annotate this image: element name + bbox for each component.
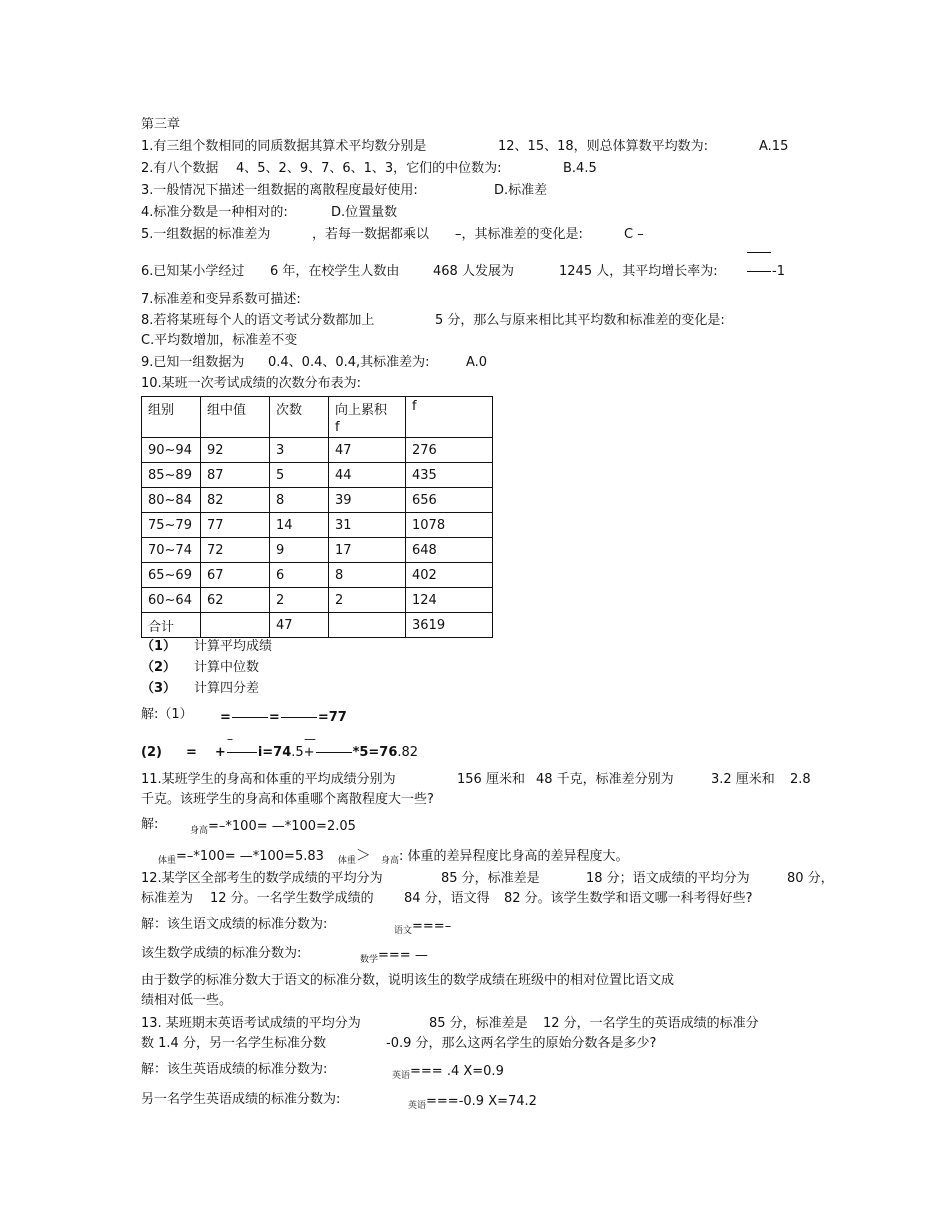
frequency-table [141, 396, 493, 638]
sol2-i: i=74 [257, 745, 292, 760]
chinese-calc: ===– [412, 919, 452, 934]
sol2-e: *5=76 [352, 745, 398, 760]
header-cumulative-sub: f [335, 420, 340, 435]
part-text: 计算平均成绩 [194, 639, 273, 654]
q11-height-expr [190, 818, 356, 837]
table-cell: 435 [406, 463, 493, 488]
part-text: 计算四分差 [194, 681, 260, 696]
table-cell: 合计 [142, 613, 201, 638]
table-cell: 3619 [406, 613, 493, 638]
table-cell: 2 [270, 588, 329, 613]
q13-sol1: 解：该生英语成绩的标准分数为: [141, 1062, 328, 1077]
q1-answer: A.15 [759, 139, 789, 154]
q10-part2 [141, 659, 259, 677]
q12-concl2: 绩相对低一些。 [141, 993, 233, 1008]
table-cell: 87 [201, 463, 270, 488]
weight-sub-2: 体重 [337, 856, 356, 866]
q12-line2b: 12 分。一名学生数学成绩的 [210, 891, 374, 906]
table-cell: 1078 [406, 513, 493, 538]
q12-line2c: 84 分，语文得 [404, 891, 490, 906]
q11-v3: 3.2 厘米和 [711, 772, 775, 787]
q4-answer: D.位置量数 [331, 205, 398, 220]
math-calc: === — [378, 948, 428, 963]
q7-text: 7.标准差和变异系数可描述: [141, 292, 301, 307]
height-sub-2: 身高 [380, 856, 399, 866]
sol2-f: .82 [397, 745, 419, 760]
table-cell: 65~69 [142, 563, 201, 588]
table-cell: 85~89 [142, 463, 201, 488]
sol2-eq: = [186, 745, 197, 760]
q12-line1d: 80 分， [787, 871, 834, 886]
table-cell: 656 [406, 488, 493, 513]
q8-plus: 5 分，那么与原来相比其平均数和标准差的变化是: [435, 313, 725, 328]
table-cell: 62 [201, 588, 270, 613]
q11-v2: 48 千克，标准差分别为 [536, 772, 674, 787]
q10-sol1-label: 解:（1） [141, 707, 193, 722]
q12-line1a: 12.某学区全部考生的数学成绩的平均分为 [141, 871, 383, 886]
header-frequency: 次数 [270, 397, 329, 438]
q5-mid: ，若每一数据都乘以 [312, 227, 430, 242]
q6-answer-text: -1 [772, 264, 785, 279]
chapter-title: 第三章 [141, 117, 181, 132]
q13-line2b: -0.9 分，那么这两名学生的原始分数各是多少? [386, 1036, 657, 1051]
q10-text: 10.某班一次考试成绩的次数分布表为: [141, 376, 362, 391]
height-sub: 身高 [190, 826, 209, 836]
weight-sub: 体重 [158, 856, 177, 866]
table-cell: 47 [329, 438, 406, 463]
table-row [142, 563, 493, 588]
q9-values: 0.4、0.4、0.4,其标准差为: [268, 355, 430, 370]
chinese-sub: 语文 [394, 926, 413, 936]
table-cell: 47 [270, 613, 329, 638]
q9-text: 9.已知一组数据为 [141, 355, 245, 370]
q12-expr1 [394, 918, 451, 937]
q6-years: 6 年，在校学生人数由 [270, 264, 400, 279]
q10-sol2-mark-b: — [304, 732, 316, 746]
part-number: （1） [141, 639, 177, 654]
q9-answer: A.0 [466, 355, 488, 370]
q5-text: 5.一组数据的标准差为 [141, 227, 271, 242]
q8-answer: C.平均数增加，标准差不变 [141, 333, 298, 348]
table-cell: 80~84 [142, 488, 201, 513]
q6-answer [746, 263, 785, 281]
table-cell: 402 [406, 563, 493, 588]
header-cumulative [329, 397, 406, 438]
q12-line2d: 82 分。该学生数学和语文哪一科考得好些? [504, 891, 753, 906]
table-row [142, 513, 493, 538]
q5-answer: C – [624, 227, 644, 242]
part-number: （2） [141, 660, 177, 675]
table-cell: 31 [329, 513, 406, 538]
q11-weight-expr [158, 846, 628, 867]
q2-answer: B.4.5 [563, 161, 597, 176]
q13-line1b: 85 分，标准差是 [429, 1016, 528, 1031]
q6-text: 6.已知某小学经过 [141, 264, 245, 279]
sol2-d: .5+ [291, 745, 315, 760]
part-number: （3） [141, 681, 177, 696]
greater-than: ＞ [355, 846, 371, 864]
q13-line2a: 数 1.4 分，另一名学生标准分数 [141, 1036, 326, 1051]
english-calc: === .4 X=0.9 [410, 1064, 504, 1079]
q11-conclusion: : 体重的差异程度比身高的差异程度大。 [398, 849, 629, 864]
table-cell: 44 [329, 463, 406, 488]
q5-mid2: –，其标准差的变化是: [455, 227, 583, 242]
table-cell: 60~64 [142, 588, 201, 613]
q13-expr1 [392, 1063, 504, 1082]
q11-sol: 解: [141, 817, 159, 832]
q4-text: 4.标准分数是一种相对的: [141, 205, 288, 220]
table-cell: 77 [201, 513, 270, 538]
table-cell: 8 [270, 488, 329, 513]
table-cell: 5 [270, 463, 329, 488]
table-cell: 67 [201, 563, 270, 588]
q10-sol1-expr: = = =77 [220, 710, 347, 725]
table-row [142, 488, 493, 513]
q6-from: 468 人发展为 [433, 264, 514, 279]
header-f: f [406, 397, 493, 438]
table-header-row [142, 397, 493, 438]
table-cell [201, 613, 270, 638]
table-cell: 75~79 [142, 513, 201, 538]
table-cell [329, 613, 406, 638]
q10-sol2-label: (2) [141, 745, 162, 760]
q10-sol2-mark-a: – [227, 732, 233, 746]
table-cell: 82 [201, 488, 270, 513]
table-total-row [142, 613, 493, 638]
sol2-plus: + [214, 745, 226, 760]
q13-line1c: 12 分，一名学生的英语成绩的标准分 [543, 1016, 759, 1031]
table-cell: 72 [201, 538, 270, 563]
q1-values: 12、15、18，则总体算数平均数为: [498, 139, 709, 154]
header-midpoint: 组中值 [201, 397, 270, 438]
table-row [142, 588, 493, 613]
table-cell: 8 [329, 563, 406, 588]
table-cell: 39 [329, 488, 406, 513]
q1-text: 1.有三组个数相同的同质数据其算术平均数分别是 [141, 139, 427, 154]
q12-sol1: 解：该生语文成绩的标准分数为: [141, 917, 328, 932]
q12-expr2 [360, 947, 428, 966]
table-cell: 9 [270, 538, 329, 563]
q11-v1: 156 厘米和 [457, 772, 525, 787]
q10-part1 [141, 638, 272, 656]
table-row [142, 463, 493, 488]
english-sub-2: 英语 [408, 1101, 427, 1111]
q3-answer: D.标准差 [494, 183, 548, 198]
q11-v4: 2.8 [790, 772, 811, 787]
q2-text: 2.有八个数据 [141, 161, 219, 176]
q2-values: 4、5、2、9、7、6、1、3，它们的中位数为: [236, 161, 502, 176]
table-row [142, 438, 493, 463]
q13-expr2 [408, 1093, 537, 1112]
header-group: 组别 [142, 397, 201, 438]
q13-line1a: 13. 某班期末英语考试成绩的平均分为 [141, 1016, 361, 1031]
q10-part3 [141, 680, 259, 698]
height-calc: =–*100= —*100=2.05 [208, 819, 356, 834]
header-cumulative-label: 向上累积 [335, 403, 388, 418]
table-cell: 92 [201, 438, 270, 463]
q6-fraction-bar [746, 245, 772, 259]
part-text: 计算中位数 [194, 660, 260, 675]
q12-sol2: 该生数学成绩的标准分数为: [141, 946, 302, 961]
table-cell: 648 [406, 538, 493, 563]
table-row [142, 538, 493, 563]
table-cell: 124 [406, 588, 493, 613]
q6-to: 1245 人，其平均增长率为: [559, 264, 718, 279]
q11-line1: 11.某班学生的身高和体重的平均成绩分别为 [141, 772, 396, 787]
q12-concl1: 由于数学的标准分数大于语文的标准分数，说明该生的数学成绩在班级中的相对位置比语文成 [141, 973, 675, 988]
q10-sol2-expr [186, 744, 418, 762]
q12-line1c: 18 分；语文成绩的平均分为 [586, 871, 750, 886]
table-cell: 70~74 [142, 538, 201, 563]
table-cell: 2 [329, 588, 406, 613]
table-cell: 6 [270, 563, 329, 588]
q8-text: 8.若将某班每个人的语文考试分数都加上 [141, 313, 375, 328]
table-cell: 17 [329, 538, 406, 563]
table-cell: 3 [270, 438, 329, 463]
table-cell: 276 [406, 438, 493, 463]
english-sub: 英语 [392, 1071, 411, 1081]
q3-text: 3.一般情况下描述一组数据的离散程度最好使用: [141, 183, 418, 198]
q13-sol2: 另一名学生英语成绩的标准分数为: [141, 1092, 341, 1107]
math-sub: 数学 [360, 955, 379, 965]
q12-line1b: 85 分，标准差是 [441, 871, 540, 886]
english-calc-2: ===-0.9 X=74.2 [426, 1094, 537, 1109]
table-cell: 14 [270, 513, 329, 538]
q12-line2a: 标准差为 [141, 891, 194, 906]
q11-line2: 千克。该班学生的身高和体重哪个离散程度大一些? [141, 792, 434, 807]
weight-calc: =–*100= —*100=5.83 [176, 849, 324, 864]
table-cell: 90~94 [142, 438, 201, 463]
